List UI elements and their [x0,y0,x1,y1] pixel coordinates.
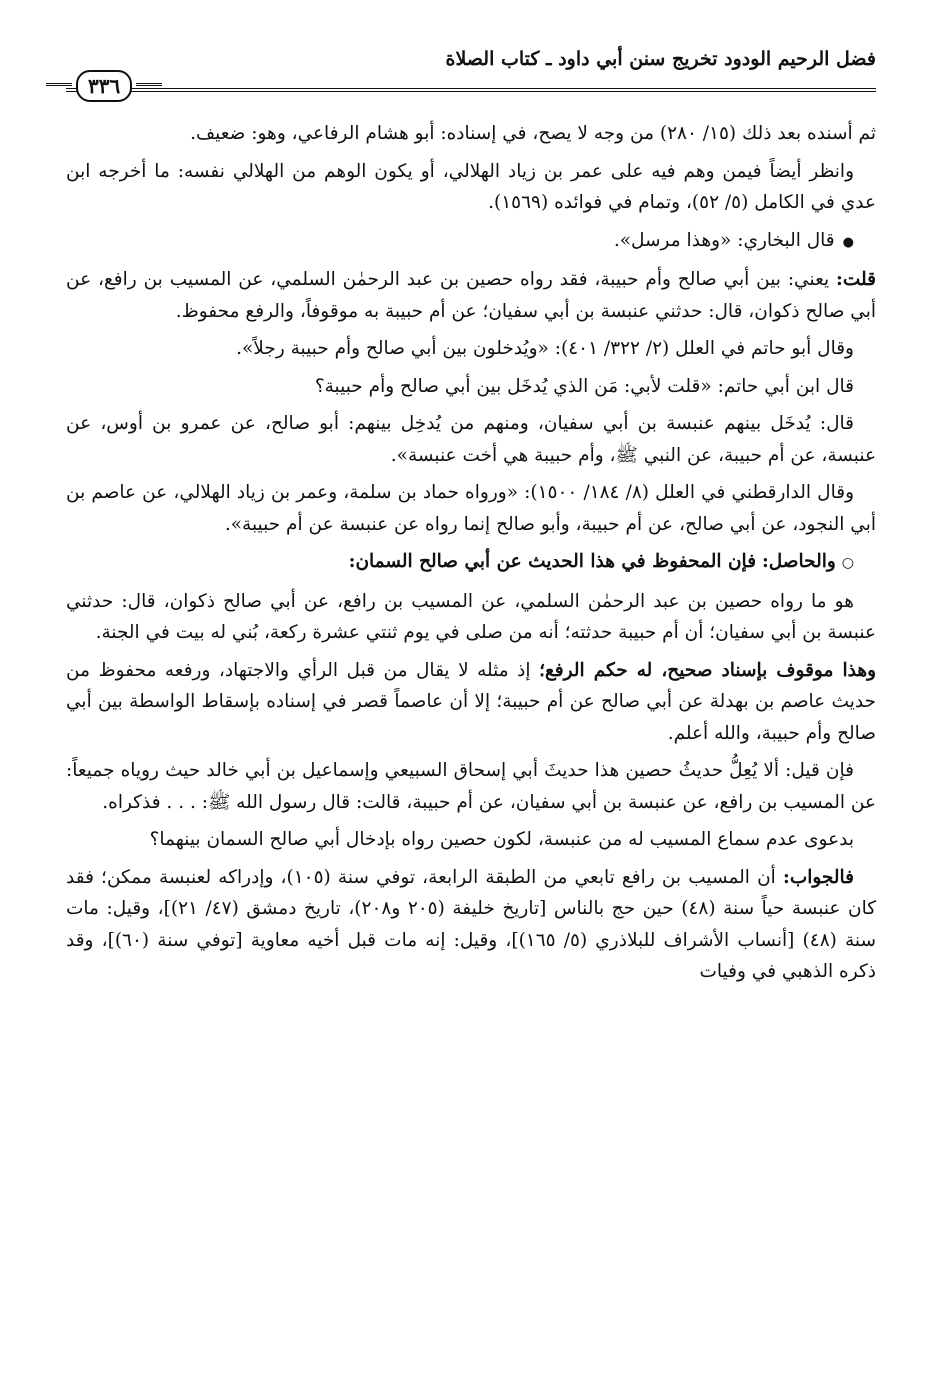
header-rule [66,88,876,92]
book-title: فضل الرحيم الودود تخريج سنن أبي داود ـ كتاب الصلاة [445,48,876,70]
paragraph: هو ما رواه حصين بن عبد الرحمٰن السلمي، عن المسيب بن رافع، عن أبي صالح ذكوان، قال: حدثني عنبسة بن أبي سفيان؛ أن أم حبيبة حدثته؛ أنه من صلى في يوم ثنتي عشرة ركعة، بُني له بيت في الجنة. [66,590,876,643]
paragraph: ثم أسنده بعد ذلك (١٥/ ٢٨٠) من وجه لا يصح، في إسناده: أبو هشام الرفاعي، وهو: ضعيف. [190,123,876,144]
body-text [66,118,876,988]
paragraph: فإن قيل: ألا يُعِلُّ حديثُ حصين هذا حديثَ أبي إسحاق السبيعي وإسماعيل بن أبي خالد حيث روياه جميعاً: عن المسيب بن رافع، عن عنبسة بن أبي سفيان، عن أم حبيبة، قالت: قال رسول الله ﷺ: . . . فذكراه. [66,760,876,813]
paragraph: قال ابن أبي حاتم: «قلت لأبي: مَن الذي يُدخَل بين أبي صالح وأم حبيبة؟ [314,375,854,397]
paragraph: فالجواب: أن المسيب بن رافع تابعي من الطبقة الرابعة، توفي سنة (١٠٥)، وإدراكه لعنبسة ممكن؛ فقد كان عنبسة حياً سنة (٤٨) حين حج بالناس [تاريخ خليفة (٢٠٥ و٢٠٨)، تاريخ دمشق (٤٧/ ٢١)]، وقيل: مات سنة (٤٨) [أنساب الأشراف للبلاذري (٥/ ١٦٥)]، وقيل: إنه مات قبل أخيه معاوية [توفي سنة (٦٠)]، وقد ذكره الذهبي في وفيات [66,866,877,982]
paragraph: وانظر أيضاً فيمن وهم فيه على عمر بن زياد الهلالي، أو يكون الوهم من الهلالي نفسه: ما أخرجه ابن عدي في الكامل (٥/ ٥٢)، وتمام في فوائده (١٥٦٩). [66,160,876,213]
paragraph: قلت: يعني: بين أبي صالح وأم حبيبة، فقد رواه حصين بن عبد الرحمٰن السلمي، عن المسيب بن رافع، عن أبي صالح ذكوان، قال: حدثني عنبسة بن أبي سفيان؛ عن أم حبيبة به موقوفاً، والرفع محفوظ. [66,269,876,322]
paragraph-summary: ○ والحاصل: فإن المحفوظ في هذا الحديث عن أبي صالح السمان: [66,546,876,580]
running-header [66,40,876,100]
page-number: ٣٣٦ [76,70,132,102]
paragraph: وقال الدارقطني في العلل (٨/ ١٨٤/ ١٥٠٠): «ورواه حماد بن سلمة، وعمر بن زياد الهلالي، عن عاصم بن أبي النجود، عن أبي صالح، عن أم حبيبة، وأبو صالح إنما رواه عن عنبسة عن أم حبيبة». [66,482,876,535]
book-page [66,40,876,994]
paragraph: وقال أبو حاتم في العلل (٢/ ٣٢٢/ ٤٠١): «ويُدخلون بين أبي صالح وأم حبيبة رجلاً». [236,338,854,359]
paragraph: بدعوى عدم سماع المسيب له من عنبسة، لكون حصين رواه بإدخال أبي صالح السمان بينهما؟ [149,829,854,850]
paragraph: قال: يُدخَل بينهم عنبسة بن أبي سفيان، ومنهم من يُدخِل بينهم: أبو صالح، عن عمرو بن أوس، عن عنبسة، عن أم حبيبة، عن النبي ﷺ، وأم حبيبة هي أخت عنبسة». [66,413,876,466]
paragraph-bullet: ● قال البخاري: «وهذا مرسل». [66,225,876,259]
paragraph: وهذا موقوف بإسناد صحيح، له حكم الرفع؛ إذ مثله لا يقال من قبل الرأي والاجتهاد، ورفعه محفوظ من حديث عاصم بن بهدلة عن أبي صالح عن أم حبيبة؛ إلا أن عاصماً قصر في إسناده بإسقاط الواسطة بين أبي صالح وأم حبيبة، والله أعلم. [66,659,877,744]
